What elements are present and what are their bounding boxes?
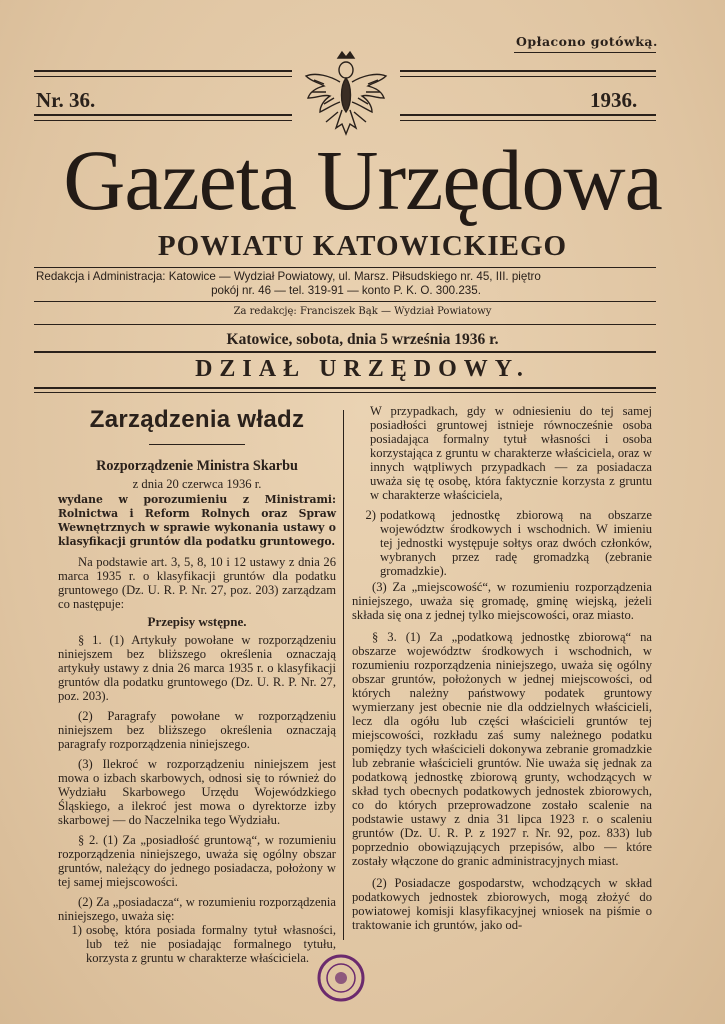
rule-under-subtitle xyxy=(34,267,656,268)
paragraph: (2) Za „posiadacza“, w rozumieniu rozporządzenia niniejszego, uważa się: xyxy=(58,895,336,923)
paragraph: W przypadkach, gdy w odniesieniu do tej samej posiadłości gruntowej istnieje równocześnie osoba posiadająca formalny tytuł własności i osoba korzystająca z gruntu w charakterze właściciela, oraz w innych wątpliwych przypadkach — za posiadacza uważa się tę osobę, która faktycznie korzysta z gruntu w charakterze właściciela, xyxy=(370,404,652,502)
paragraph: (3) Ilekroć w rozporządzeniu niniejszem jest mowa o izbach skarbowych, odnosi się to również do Wydziału Skarbowego Urzędu Wojewódzkiego Śląskiego, a ilekroć jest mowa o dyrektorze izby skarbowej — do Naczelnika tego Wydziału. xyxy=(58,757,336,827)
regulation-description: wydane w porozumieniu z Ministrami: Rolnictwa i Reform Rolnych oraz Spraw Wewnętrznych w sprawie wykonania ustawy o klasyfikacji gruntów dla podatku gruntowego. xyxy=(58,493,336,548)
header-rule-right-mid xyxy=(400,76,656,77)
list-text: podatkową jednostkę zbiorową na obszarze województw środkowych i wschodnich. W imieniu tej jednostki występuje sołtys oraz dwóch członków, wybranych przez radę gromadzką (zebranie gromadzkie). xyxy=(380,508,652,578)
list-number: 1) xyxy=(71,923,82,937)
payment-note: Opłacono gotówką. xyxy=(516,34,658,49)
header-rule-right-bottom xyxy=(400,114,656,116)
editorial-address: Redakcja i Administracja: Katowice — Wydział Powiatowy, ul. Marsz. Piłsudskiego nr. 45, III. piętro xyxy=(36,270,541,283)
regulation-title: Rozporządzenie Ministra Skarbu xyxy=(96,458,298,474)
header-rule-left-top xyxy=(34,70,292,72)
paragraph: § 2. (1) Za „posiadłość gruntową“, w rozumieniu rozporządzenia niniejszego, uważa się ogólny obszar gruntów, należący do jednego posiadacza, położony w tej samej miejscowości. xyxy=(58,833,336,889)
rule-under-editor xyxy=(34,324,656,325)
header-rule-left-mid xyxy=(34,76,292,77)
section-title: DZIAŁ URZĘDOWY. xyxy=(195,356,530,382)
rule-under-date xyxy=(34,351,656,353)
provisions-heading: Przepisy wstępne. xyxy=(147,614,247,629)
date-line: Katowice, sobota, dnia 5 września 1936 r. xyxy=(226,331,499,348)
heading-underline xyxy=(149,444,245,445)
column-divider xyxy=(343,410,344,940)
paragraph: Na podstawie art. 3, 5, 8, 10 i 12 ustawy z dnia 26 marca 1935 r. o klasyfikacji gruntów dla podatku gruntowego (Dz. U. R. P. Nr. 27, poz. 203) zarządzam co następuje: xyxy=(58,555,336,611)
list-text: osobę, która posiada formalny tytuł własności, lub też nie posiadając formalnego tytułu, korzysta z gruntu w charakterze właściciela. xyxy=(86,923,336,965)
list-item xyxy=(352,508,652,578)
rule-under-section-2 xyxy=(34,392,656,393)
issue-year: 1936. xyxy=(590,88,638,112)
newspaper-title: Gazeta Urzędowa xyxy=(63,132,662,228)
payment-underline xyxy=(514,52,656,53)
header-rule-left-bottom2 xyxy=(34,120,292,121)
paragraph: § 3. (1) Za „podatkową jednostkę zbiorową“ na obszarze województw środkowych i wschodnich, w rozumieniu rozporządzenia niniejszego, uważa się ogólny obszar gruntów, położonych w jednej miejscowości, od których należny państwowy podatek gruntowy wymierzany jest obecnie nie dla oddzielnych właścicieli, lecz dla ogółu lub części właścicieli gruntów tej miejscowości, rozkładu zaś sumy należnego podatku pomiędzy tych właścicieli dokonywa zebranie gromadzkie lub zebranie właścicieli gruntów. Nie uważa się jednak za podatkową jednostkę zbiorową grunty, wchodzących w skład tych obecnych podatkowych jednostek zbiorowych, co do których przeprowadzone zostało scalenie na podstawie ustawy z dnia 31 lipca 1923 r. o scaleniu gruntów (Dz. U. R. P. z 1927 r. Nr. 92, poz. 833) lub poprzednio obowiązujących przepisów, albo — które zostały włączone do granic administracyjnych miast. xyxy=(352,630,652,868)
eagle-emblem-icon xyxy=(302,48,390,140)
header-rule-right-bottom2 xyxy=(400,120,656,121)
editorial-contact: pokój nr. 46 — tel. 319-91 — konto P. K. O. 300.235. xyxy=(211,284,481,297)
article-heading: Zarządzenia władz xyxy=(89,406,305,433)
header-rule-left-bottom xyxy=(34,114,292,116)
editor-line: Za redakcję: Franciszek Bąk — Wydział Powiatowy xyxy=(233,306,492,317)
newspaper-subtitle: POWIATU KATOWICKIEGO xyxy=(157,230,568,262)
regulation-date: z dnia 20 czerwca 1936 r. xyxy=(132,477,262,491)
editorial-office-info xyxy=(36,270,656,298)
paragraph: (2) Paragrafy powołane w rozporządzeniu niniejszem bez bliższego określenia oznaczają paragrafy rozporządzenia niniejszego. xyxy=(58,709,336,751)
issue-number: Nr. 36. xyxy=(36,88,96,112)
rule-under-section-1 xyxy=(34,387,656,389)
paragraph: (2) Posiadacze gospodarstw, wchodzących w skład podatkowych jednostek zbiorowych, mogą złożyć do powiatowej komisji klasyfikacyjnej wniosek na piśmie o traktowanie ich gruntów, jako od- xyxy=(352,876,652,932)
paragraph: § 1. (1) Artykuły powołane w rozporządzeniu niniejszem bez bliższego określenia oznaczają artykuły ustawy z dnia 26 marca 1935 r. o klasyfikacji gruntów dla podatku gruntowego (Dz. U. R. P. Nr. 27, poz. 203). xyxy=(58,633,336,703)
paragraph: (3) Za „miejscowość“, w rozumieniu rozporządzenia niniejszego, uważa się gromadę, gminę wiejską, jeżeli składa się ona z jednej tylko miejscowości, oraz miasto. xyxy=(352,580,652,622)
list-item xyxy=(58,923,336,965)
library-stamp-icon xyxy=(316,953,366,1003)
rule-under-address xyxy=(34,301,656,302)
right-column xyxy=(352,404,652,932)
header-rule-right-top xyxy=(400,70,656,72)
left-column xyxy=(58,402,336,965)
list-number: 2) xyxy=(365,508,376,522)
